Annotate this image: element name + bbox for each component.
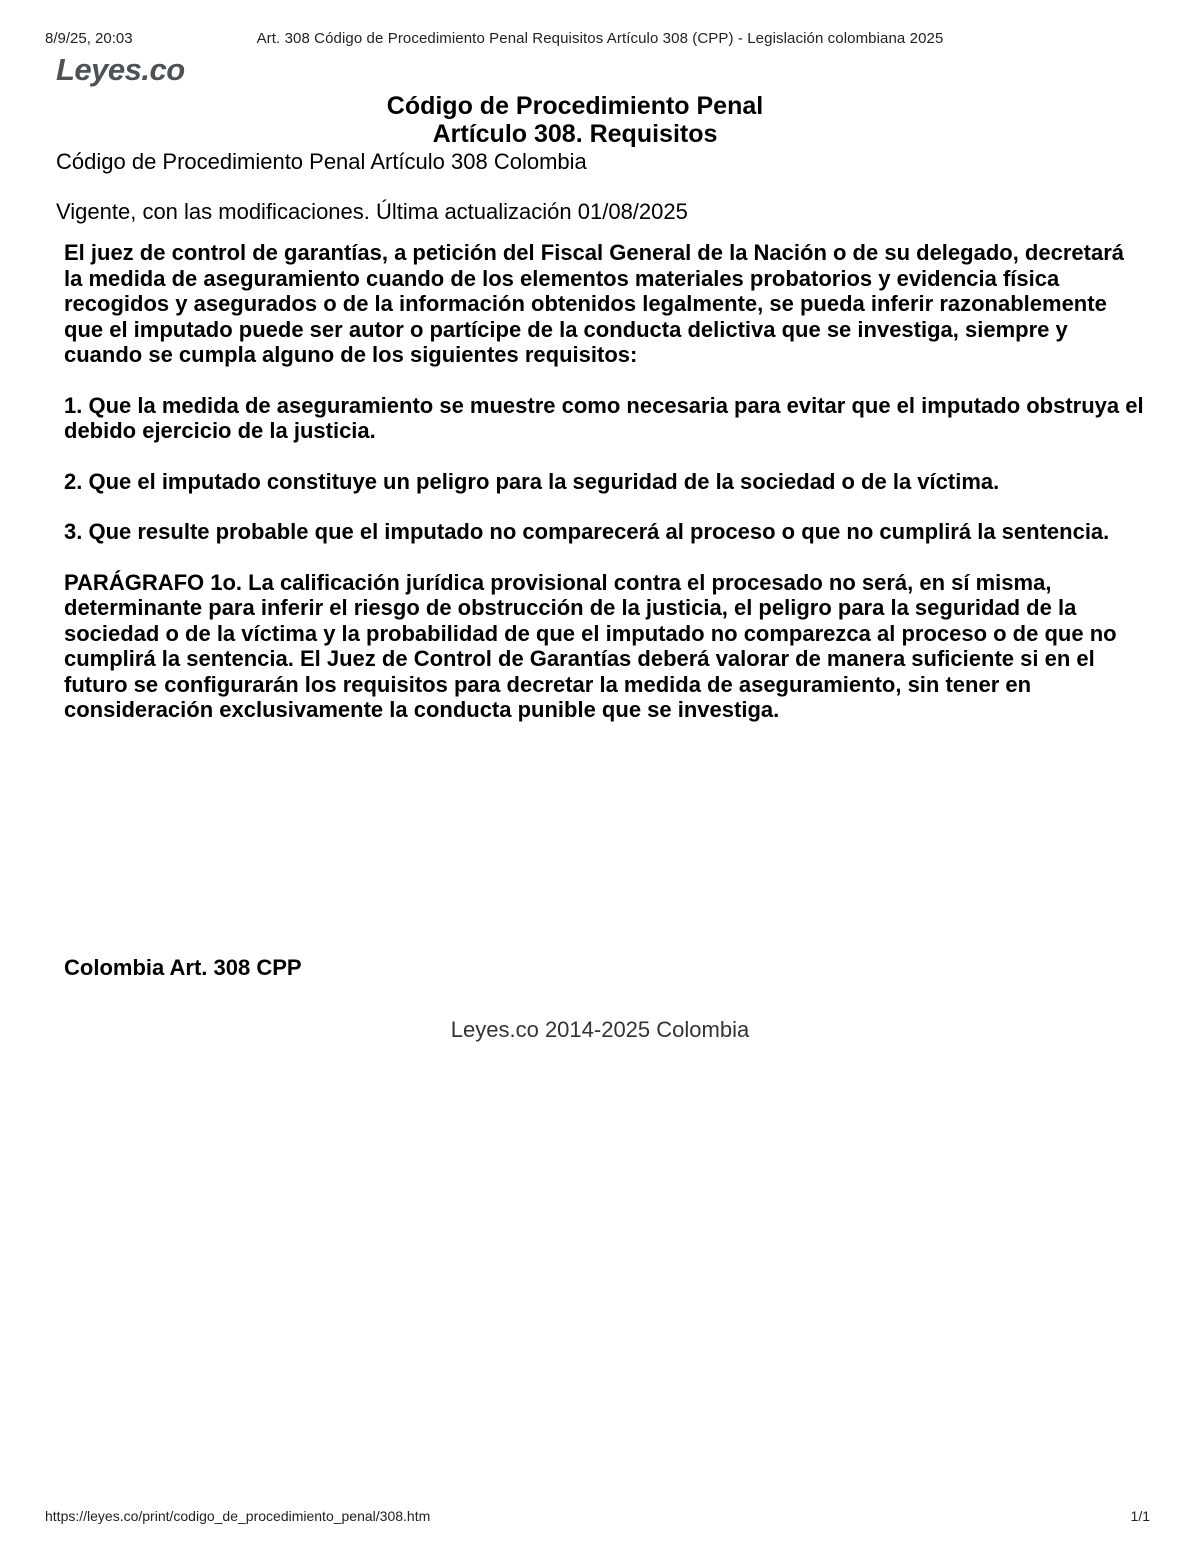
article-reference: Colombia Art. 308 CPP (64, 955, 302, 980)
article-requirement-1: 1. Que la medida de aseguramiento se muestre como necesaria para evitar que el imputado obstruya el debido ejercicio de la justicia. (64, 392, 1144, 443)
document-status: Vigente, con las modificaciones. Última actualización 01/08/2025 (56, 199, 688, 224)
article-requirement-3: 3. Que resulte probable que el imputado no comparecerá al proceso o que no cumplirá la sentencia. (64, 519, 1110, 544)
site-logo[interactable]: Leyes.co (56, 52, 185, 87)
document-title-line1: Código de Procedimiento Penal (386, 92, 764, 120)
document-subtitle: Código de Procedimiento Penal Artículo 308 Colombia (56, 149, 587, 174)
article-body (64, 240, 1144, 748)
print-page-title: Art. 308 Código de Procedimiento Penal Requisitos Artículo 308 (CPP) - Legislación colombiana 2025 (256, 30, 944, 47)
document-title-line2: Artículo 308. Requisitos (432, 120, 718, 148)
print-url: https://leyes.co/print/codigo_de_procedimiento_penal/308.htm (45, 1508, 431, 1524)
print-date: 8/9/25, 20:03 (45, 30, 133, 47)
print-header (0, 30, 1200, 50)
article-paragraph-intro: El juez de control de garantías, a petición del Fiscal General de la Nación o de su delegado, decretará la medida de aseguramiento cuando de los elementos materiales probatorios y evidencia física recogidos y asegurados o de la información obtenidos legalmente, se pueda inferir razonablemente que el imputado puede ser autor o partícipe de la conducta delictiva que se investiga, siempre y cuando se cumpla alguno de los siguientes requisitos: (64, 240, 1124, 367)
article-requirement-2: 2. Que el imputado constituye un peligro para la seguridad de la sociedad o de la víctima. (64, 468, 1000, 494)
article-paragrafo-1: PARÁGRAFO 1o. La calificación jurídica provisional contra el procesado no será, en sí misma, determinante para inferir el riesgo de obstrucción de la justicia, el peligro para la seguridad de la sociedad o de la víctima y la probabilidad de que el imputado no comparezca al proceso o de que no cumplirá la sentencia. El Juez de Control de Garantías deberá valorar de manera suficiente si en el futuro se configurarán los requisitos para decretar la medida de aseguramiento, sin tener en consideración exclusivamente la conducta punible que se investiga. (64, 569, 1117, 722)
document-title (0, 92, 1150, 148)
print-page-number: 1/1 (1130, 1508, 1150, 1524)
site-footer: Leyes.co 2014-2025 Colombia (450, 1017, 750, 1042)
